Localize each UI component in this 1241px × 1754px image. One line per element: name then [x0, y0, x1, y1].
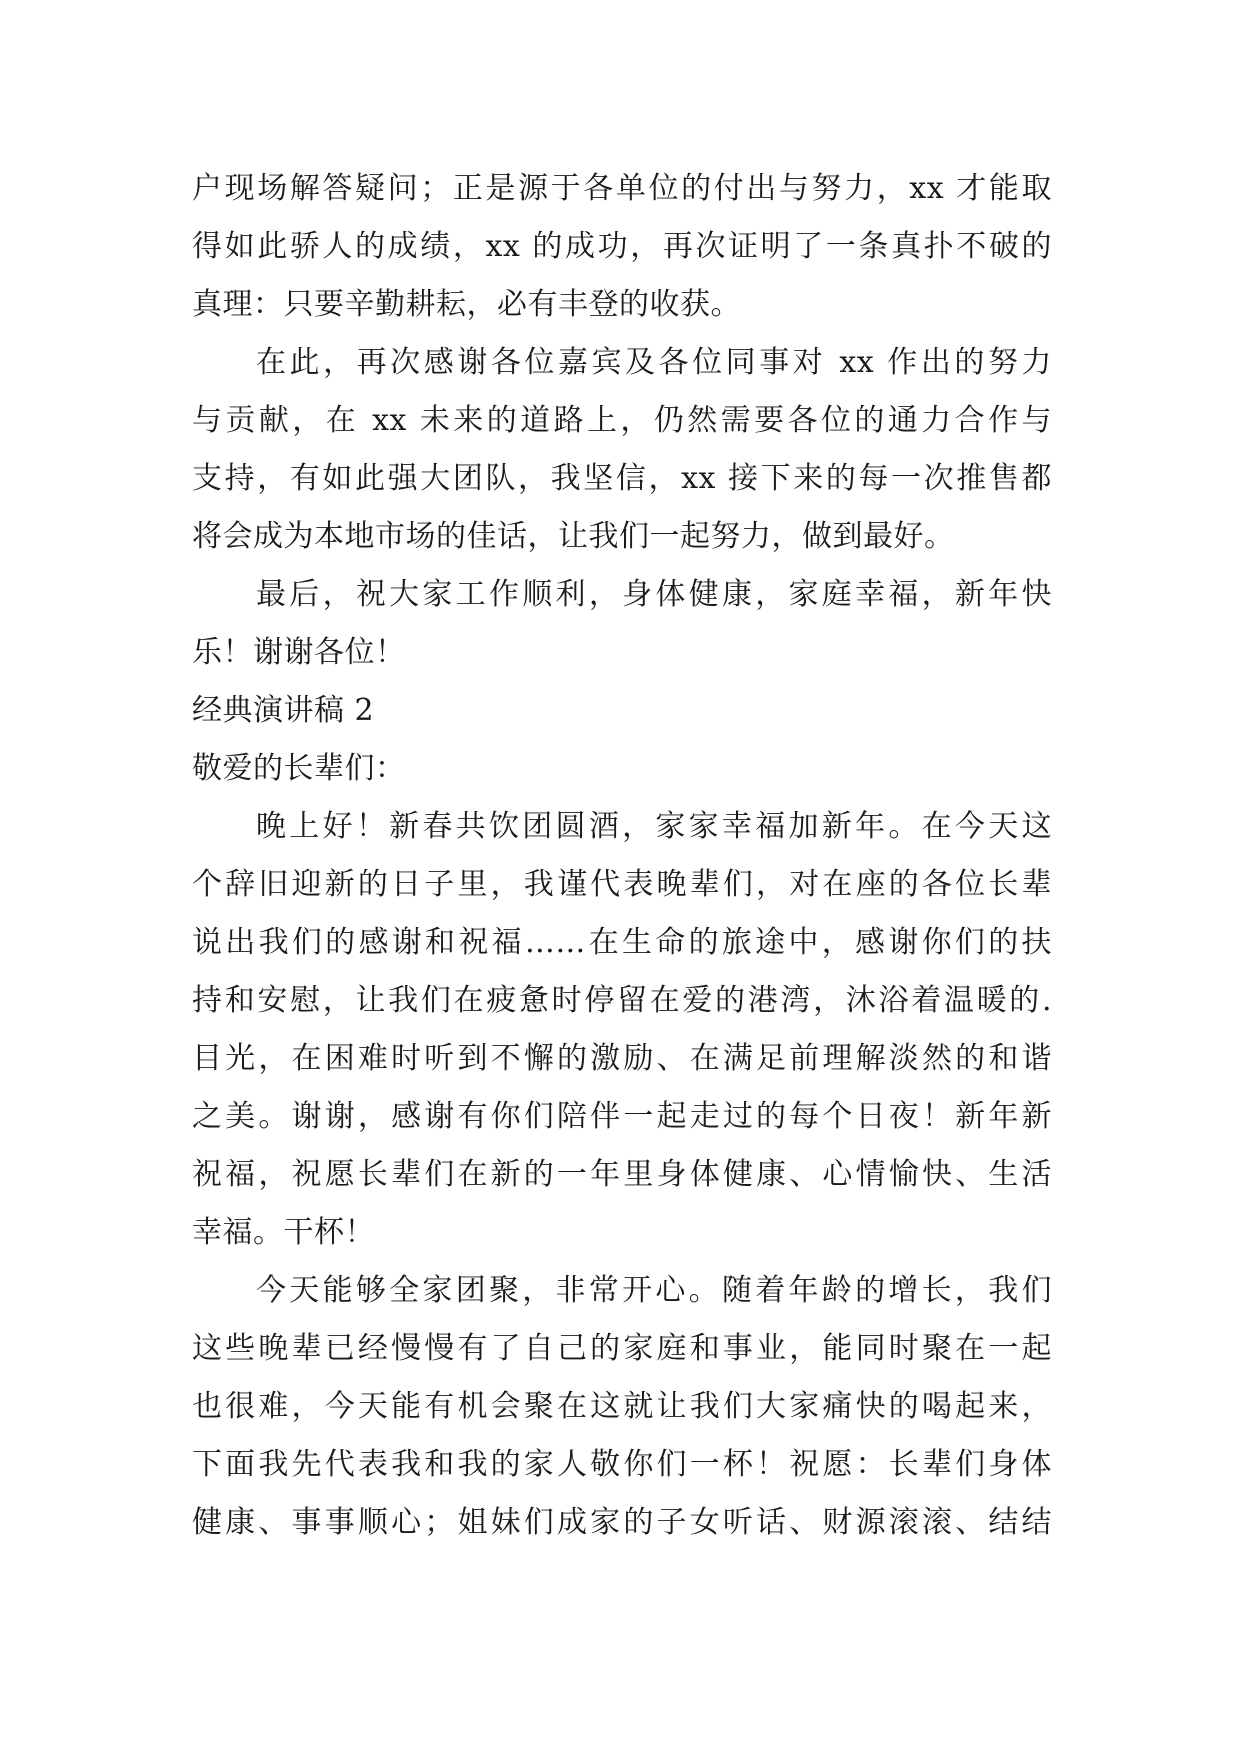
document-body: [192, 160, 1052, 1552]
text-line: 与贡献，在 xx 未来的道路上，仍然需要各位的通力合作与: [192, 403, 1052, 438]
text-line: 目光，在困难时听到不懈的激励、在满足前理解淡然的和谐: [192, 1041, 1052, 1076]
text-line: 健康、事事顺心；姐妹们成家的子女听话、财源滚滚、结结: [192, 1505, 1052, 1540]
text-line: 也很难，今天能有机会聚在这就让我们大家痛快的喝起来，: [192, 1389, 1052, 1424]
text-line: 个辞旧迎新的日子里，我谨代表晚辈们，对在座的各位长辈: [192, 867, 1052, 902]
text-line: 幸福。干杯！: [192, 1215, 375, 1250]
text-line: 得如此骄人的成绩，xx 的成功，再次证明了一条真扑不破的: [192, 229, 1052, 264]
text-line: 之美。谢谢，感谢有你们陪伴一起走过的每个日夜！新年新: [192, 1099, 1052, 1134]
text-line: 今天能够全家团聚，非常开心。随着年龄的增长，我们: [256, 1273, 1052, 1308]
text-line: 在此，再次感谢各位嘉宾及各位同事对 xx 作出的努力: [256, 345, 1052, 380]
text-line: 这些晚辈已经慢慢有了自己的家庭和事业，能同时聚在一起: [192, 1331, 1052, 1366]
text-line: 下面我先代表我和我的家人敬你们一杯！祝愿：长辈们身体: [192, 1447, 1052, 1482]
text-line: 持和安慰，让我们在疲惫时停留在爱的港湾，沐浴着温暖的.: [192, 983, 1052, 1018]
text-line: 祝福，祝愿长辈们在新的一年里身体健康、心情愉快、生活: [192, 1157, 1052, 1192]
text-line: 将会成为本地市场的佳话，让我们一起努力，做到最好。: [192, 519, 955, 554]
text-line: 敬爱的长辈们：: [192, 751, 406, 786]
text-line: 支持，有如此强大团队，我坚信，xx 接下来的每一次推售都: [192, 461, 1052, 496]
text-line: 真理：只要辛勤耕耘，必有丰登的收获。: [192, 287, 741, 322]
text-line: 晚上好！新春共饮团圆酒，家家幸福加新年。在今天这: [256, 809, 1052, 844]
text-line: 户现场解答疑问；正是源于各单位的付出与努力，xx 才能取: [192, 171, 1052, 206]
text-line: 说出我们的感谢和祝福……在生命的旅途中，感谢你们的扶: [192, 925, 1052, 960]
text-line: 经典演讲稿 2: [192, 693, 375, 728]
text-line: 乐！谢谢各位！: [192, 635, 406, 670]
text-line: 最后，祝大家工作顺利，身体健康，家庭幸福，新年快: [256, 577, 1052, 612]
